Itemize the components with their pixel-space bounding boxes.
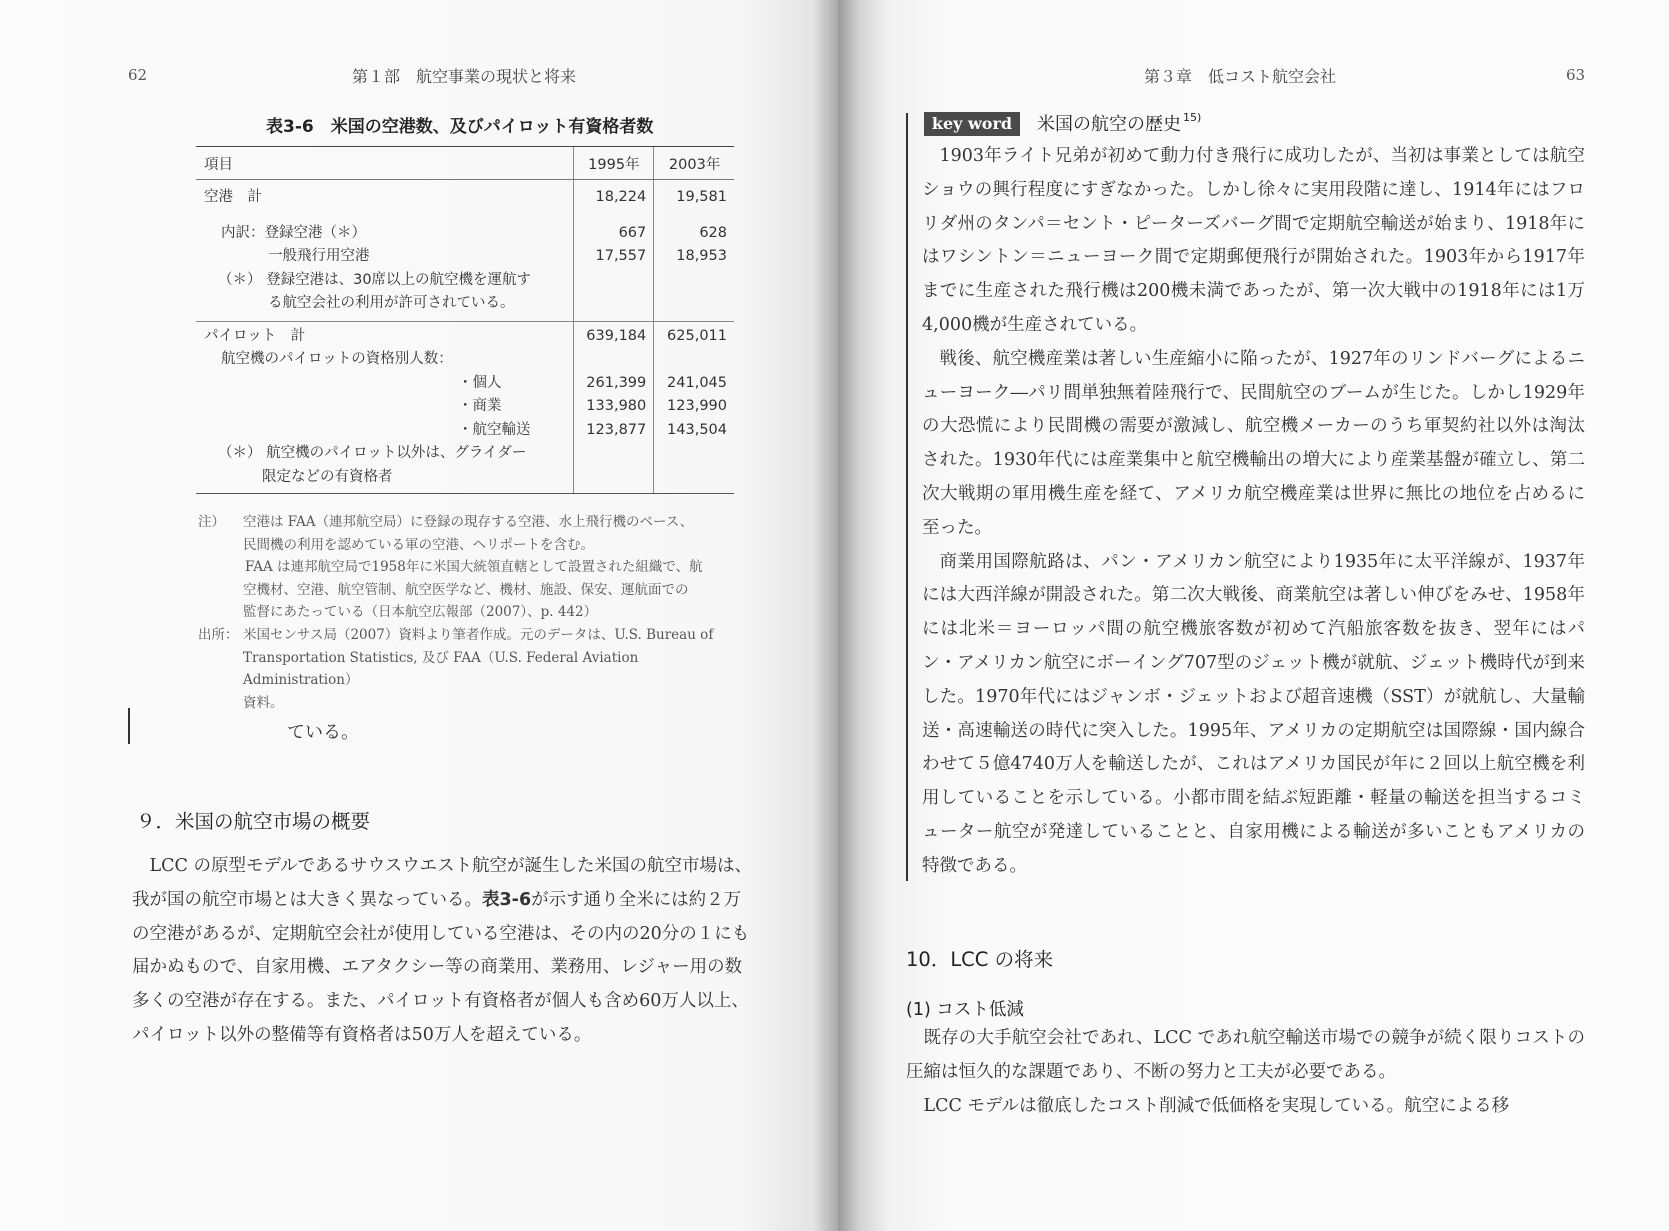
source-line: Transportation Statistics, 及び FAA（U.S. Federal Aviation Administration） <box>243 649 639 689</box>
note-line: 空港は FAA（連邦航空局）に登録の現存する空港、水上飛行機のベース、 <box>243 514 694 530</box>
history-paragraph: 1903年ライト兄弟が初めて動力付き飛行に成功したが、当初は事業としては航空ショウの興行程度にすぎなかった。しかし徐々に実用段階に達し、1914年にはフロリダ州のタンパ＝セント・ピーターズバーグ間で定期航空輸送が始まり、1918年にはワシントン＝ニューヨーク間で定期郵便飛行が開始された。1903年から1917年までに生産された飛行機は200機未満であったが、第一次大戦中の1918年には1万4,000機が生産されている。 <box>922 146 1585 335</box>
running-head-left: 第１部 航空事業の現状と将来 <box>352 67 577 86</box>
row-label: ・航空輸送 <box>458 421 531 438</box>
table-note-row <box>196 442 734 466</box>
row-value-2003: 628 <box>654 222 734 246</box>
note-line: 空機材、空港、航空管制、航空医学など、機材、施設、保安、運航面での <box>243 581 689 598</box>
row-value-2003: 241,045 <box>654 372 734 396</box>
page-number-right: 63 <box>1566 66 1586 84</box>
body-line: 届かぬもので、自家用機、エアタクシー等の商業用、業務用、レジャー用の数 <box>132 957 743 978</box>
history-paragraph: 戦後、航空機産業は著しい生産縮小に陥ったが、1927年のリンドバーグによるニューヨーク―パリ間単独無着陸飛行で、民間航空のブームが生じた。しかし1929年の大恐慌により民間機の需要が激減し、航空機メーカーのうち軍契約社以外は淘汰された。1930年代には産業集中と航空機輸出の増大により産業基盤が確立し、第二次大戦期の軍用機生産を経て、アメリカ航空機産業は世界に無比の地位を占めるに至った。 <box>922 348 1585 538</box>
section-10-heading: 10．LCC の将来 <box>906 948 1054 971</box>
row-value-1995: 18,224 <box>573 180 654 210</box>
body-paragraph: 既存の大手航空会社であれ、LCC であれ航空輸送市場での競争が続く限りコストの圧縮は恒久的な課題であり、不断の努力と工夫が必要である。 <box>906 1028 1585 1082</box>
body-line: の空港があるが、定期航空会社が使用している空港は、その内の20分の１にも <box>132 923 750 944</box>
note-line: FAA は連邦航空局で1958年に米国大統領直轄として設置された組織で、航 <box>245 559 703 576</box>
margin-bar <box>128 708 130 744</box>
row-label: 空港 計 <box>204 189 262 205</box>
row-value-1995: 261,399 <box>573 372 654 396</box>
row-value-2003: 123,990 <box>654 395 734 419</box>
row-value-1995: 133,980 <box>573 395 654 419</box>
table-note-row <box>196 269 734 293</box>
header-item: 項目 <box>196 147 573 180</box>
subsection-1-heading: (1) コスト低減 <box>906 1000 1024 1020</box>
table-notes <box>198 511 743 714</box>
row-value-2003: 625,011 <box>654 321 734 348</box>
text-fragment: ている。 <box>287 722 359 743</box>
airport-pilot-table <box>196 146 734 494</box>
table-row <box>196 372 734 396</box>
source-line: 米国センサス局（2007）資料より筆者作成。元のデータは、U.S. Bureau of <box>243 626 714 643</box>
table-spacer-row <box>196 210 734 222</box>
margin-bar <box>906 113 908 881</box>
row-value-2003: 143,504 <box>654 419 734 443</box>
airport-note-line: （＊） 登録空港は、30席以上の航空機を運航す <box>218 271 532 288</box>
body-line: 我が国の航空市場とは大きく異なっている。 <box>132 889 482 910</box>
row-label: 航空機のパイロットの資格別人数： <box>221 351 453 367</box>
keyword-label: key word <box>924 112 1020 136</box>
row-value-1995: 17,557 <box>573 245 654 269</box>
row-label: ・個人 <box>458 374 502 391</box>
source-block <box>198 624 743 714</box>
table-row <box>196 222 734 246</box>
body-line-group <box>132 884 808 918</box>
table-note-row <box>196 292 734 321</box>
history-paragraph: 商業用国際航路は、パン・アメリカン航空により1935年に太平洋線が、1937年には大西洋線が開設された。第二次大戦後、商業航空は著しい伸びをみせ、1958年には北米＝ヨーロッパ間の航空機旅客数が初めて汽船旅客数を抜き、翌年にはパン・アメリカン航空にボーイング707型のジェット機が就航、ジェット機時代が到来した。1970年代にはジャンボ・ジェットおよび超音速機（SST）が就航し、大量輸送・高速輸送の時代に突入した。1995年、アメリカの定期航空は国際線・国内線合わせて５億4740万人を輸送したが、これはアメリカ国民が年に２回以上航空機を利用していることを示している。小都市間を結ぶ短距離・軽量の輸送を担当するコミューター航空が発達していることと、自家用機による輸送が多いこともアメリカの特徴である。 <box>922 551 1585 876</box>
table-title: 表3-6 米国の空港数、及びパイロット有資格者数 <box>266 117 654 137</box>
row-value-1995: 639,184 <box>573 321 654 348</box>
history-body <box>922 140 1585 884</box>
row-value-2003: 19,581 <box>654 180 734 210</box>
table-row <box>196 321 734 348</box>
note-tag: 注） <box>198 514 225 530</box>
row-value-2003: 18,953 <box>654 245 734 269</box>
source-line: 資料。 <box>243 694 284 711</box>
subsection-1-body <box>906 1022 1585 1123</box>
table-row <box>196 245 734 269</box>
row-value-1995: 123,877 <box>573 419 654 443</box>
table-header-row <box>196 147 734 180</box>
body-line: パイロット以外の整備等有資格者は50万人を超えている。 <box>132 1024 592 1045</box>
table-row <box>196 395 734 419</box>
row-label: ・商業 <box>458 398 502 414</box>
table-row <box>196 419 734 443</box>
keyword-ref: 15) <box>1183 111 1202 124</box>
section-9-heading: ９．米国の航空市場の概要 <box>136 810 371 833</box>
source-tag: 出所： <box>198 626 239 643</box>
pilot-note-line: 限定などの有資格者 <box>196 466 573 494</box>
body-line: が示す通り全米には約２万 <box>531 889 742 910</box>
table-ref: 表3-6 <box>482 889 532 910</box>
section-9-body <box>132 850 808 1053</box>
note-line: 民間機の利用を認めている軍の空港、ヘリポートを含む。 <box>243 536 594 553</box>
row-label: 内訳：登録空港（＊） <box>221 224 366 241</box>
note-line: 監督にあたっている（日本航空広報部（2007）、p. 442） <box>243 604 598 621</box>
body-line: 多くの空港が存在する。また、パイロット有資格者が個人も含め60万人以上、 <box>132 991 749 1012</box>
row-value-1995: 667 <box>573 222 654 246</box>
table-note-row <box>196 466 734 494</box>
page-number-left: 62 <box>128 66 148 84</box>
row-label: パイロット 計 <box>204 327 306 344</box>
body-paragraph: LCC モデルは徹底したコスト削減で低価格を実現している。航空による移 <box>923 1095 1510 1116</box>
airport-note-line: る航空会社の利用が許可されている。 <box>196 292 573 321</box>
body-line: LCC の原型モデルであるサウスウエスト航空が誕生した米国の航空市場は、 <box>149 856 753 876</box>
note-block <box>198 511 743 624</box>
running-head-right: 第３章 低コスト航空会社 <box>1144 67 1337 86</box>
header-2003: 2003年 <box>654 147 734 180</box>
keyword-title-text: 米国の航空の歴史 <box>1037 114 1181 135</box>
row-label: 一般飛行用空港 <box>268 248 370 264</box>
table-row <box>196 348 734 372</box>
table-row <box>196 180 734 210</box>
pilot-note-line: （＊） 航空機のパイロット以外は、グライダー <box>218 445 527 461</box>
keyword-title <box>1037 110 1201 136</box>
header-1995: 1995年 <box>573 147 654 180</box>
